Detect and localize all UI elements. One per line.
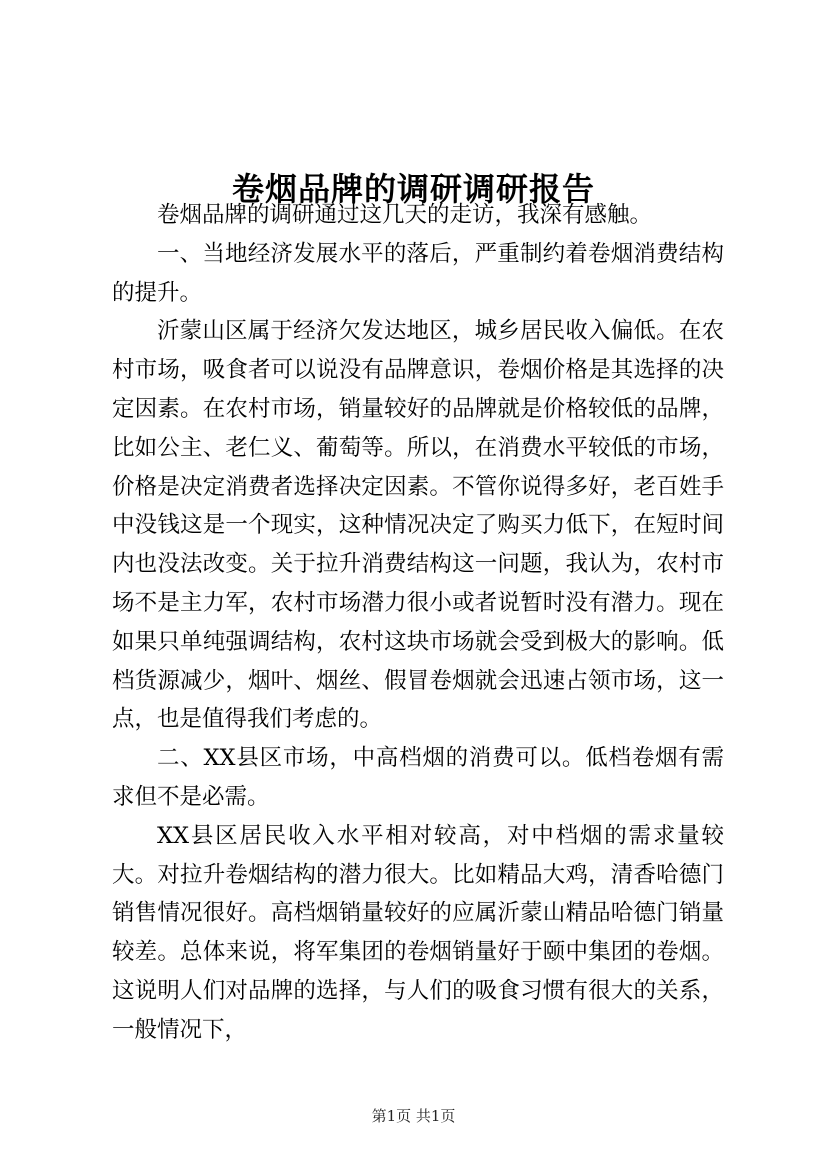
document-title: 卷烟品牌的调研调研报告 — [231, 170, 595, 209]
paragraph-section-one-heading: 一、当地经济发展水平的落后，严重制约着卷烟消费结构的提升。 — [112, 240, 724, 306]
paragraph-section-two-heading: 二、XX县区市场，中高档烟的消费可以。低档卷烟有需求但不是必需。 — [112, 745, 724, 810]
paragraph-rural-market: 沂蒙山区属于经济欠发达地区，城乡居民收入偏低。在农村市场，吸食者可以说没有品牌意识，卷烟价格是其选择的决定因素。在农村市场，销量较好的品牌就是价格较低的品牌，比如公主、老仁义、葡萄等。所以，在消费水平较低的市场，价格是决定消费者选择决定因素。不管你说得多好，老百姓手中没钱这是一个现实，这种情况决定了购买力低下，在短时间内也没法改变。关于拉升消费结构这一问题，我认为，农村市场不是主力军，农村市场潜力很小或者说暂时没有潜力。现在如果只单纯强调结构，农村这块市场就会受到极大的影响。低档货源减少，烟叶、烟丝、假冒卷烟就会迅速占领市场，这一点，也是值得我们考虑的。 — [112, 318, 724, 733]
page-footer: 第1页 共1页 — [371, 1107, 456, 1125]
paragraph-county-market: XX县区居民收入水平相对较高，对中档烟的需求量较大。对拉升卷烟结构的潜力很大。比如精品大鸡，清香哈德门销售情况很好。高档烟销量较好的应属沂蒙山精品哈德门销量较差。总体来说，将军集团的卷烟销量好于颐中集团的卷烟。这说明人们对品牌的选择，与人们的吸食习惯有很大的关系，一般情况下， — [112, 822, 724, 1043]
document-body — [112, 196, 724, 1050]
paragraph-intro: 卷烟品牌的调研通过这几天的走访，我深有感触。 — [157, 202, 653, 228]
